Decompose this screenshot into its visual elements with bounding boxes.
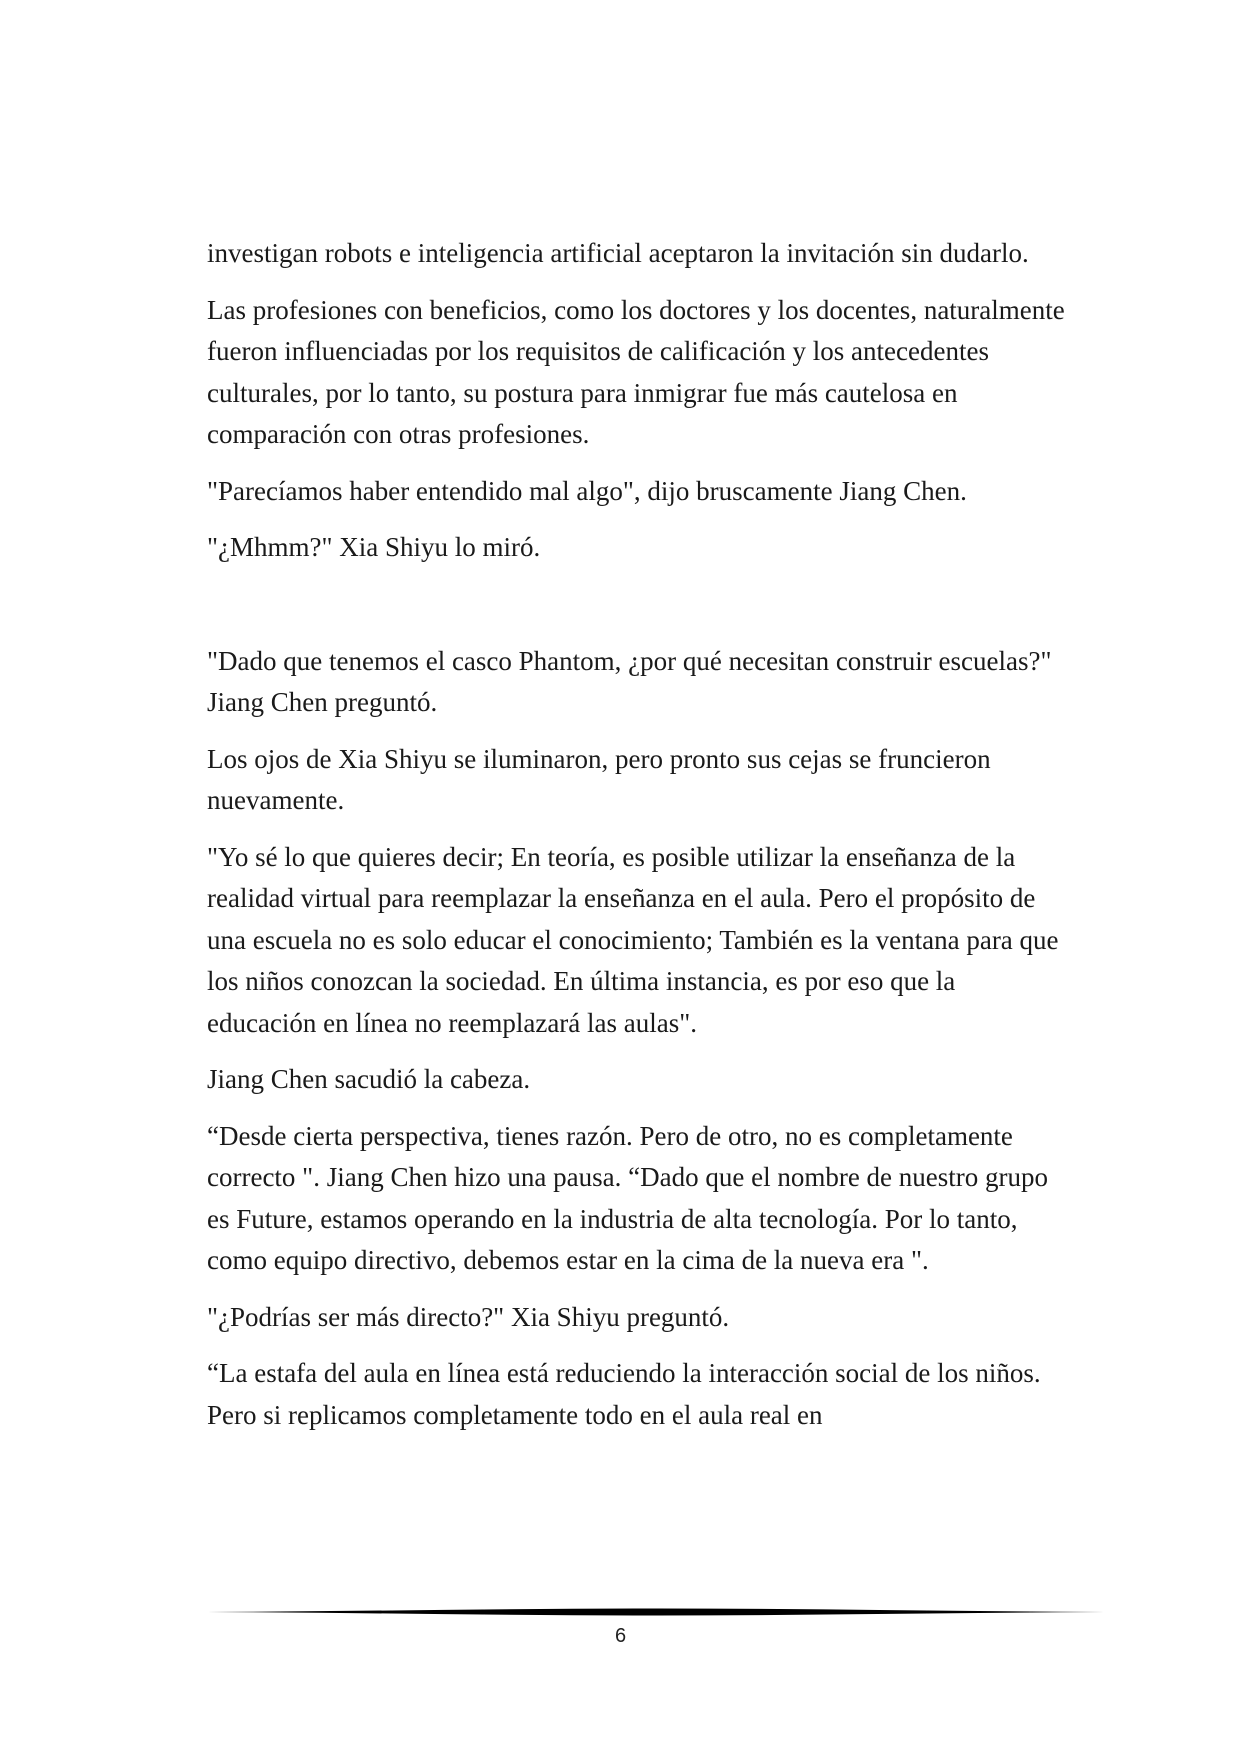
paragraph: “La estafa del aula en línea está reduciendo la interacción social de los niños. Pero si replicamos completamente todo en el aula real en (207, 1358, 1041, 1430)
paragraph: "Dado que tenemos el casco Phantom, ¿por qué necesitan construir escuelas?" Jiang Chen preguntó. (207, 645, 1052, 717)
body-text (207, 233, 1067, 1451)
paragraph: “Desde cierta perspectiva, tienes razón. Pero de otro, no es completamente correcto ". Jiang Chen hizo una pausa. “Dado que el nombre de nuestro grupo es Future, estamos operando en la industria de alta tecnología. Por lo tanto, como equipo directivo, debemos estar en la cima de la nueva era ". (207, 1120, 1049, 1275)
paragraph: "¿Mhmm?" Xia Shiyu lo miró. (207, 532, 541, 562)
paragraph: investigan robots e inteligencia artificial aceptaron la invitación sin dudarlo. (207, 238, 1029, 268)
paragraph: Las profesiones con beneficios, como los doctores y los docentes, naturalmente fueron influenciadas por los requisitos de calificación y los antecedentes culturales, por lo tanto, su postura para inmigrar fue más cautelosa en comparación con otras profesiones. (207, 294, 1065, 449)
paragraph: "Yo sé lo que quieres decir; En teoría, es posible utilizar la enseñanza de la realidad virtual para reemplazar la enseñanza en el aula. Pero el propósito de una escuela no es solo educar el conocimiento; También es la ventana para que los niños conozcan la sociedad. En última instancia, es por eso que la educación en línea no reemplazará las aulas". (207, 841, 1059, 1038)
paragraph: Jiang Chen sacudió la cabeza. (207, 1064, 531, 1094)
footer-divider (207, 1606, 1105, 1618)
paragraph: Los ojos de Xia Shiyu se iluminaron, pero pronto sus cejas se fruncieron nuevamente. (207, 743, 991, 815)
paragraph: "Parecíamos haber entendido mal algo", dijo bruscamente Jiang Chen. (207, 475, 967, 506)
paragraph: "¿Podrías ser más directo?" Xia Shiyu preguntó. (207, 1301, 730, 1332)
page-number: 6 (614, 1625, 627, 1647)
